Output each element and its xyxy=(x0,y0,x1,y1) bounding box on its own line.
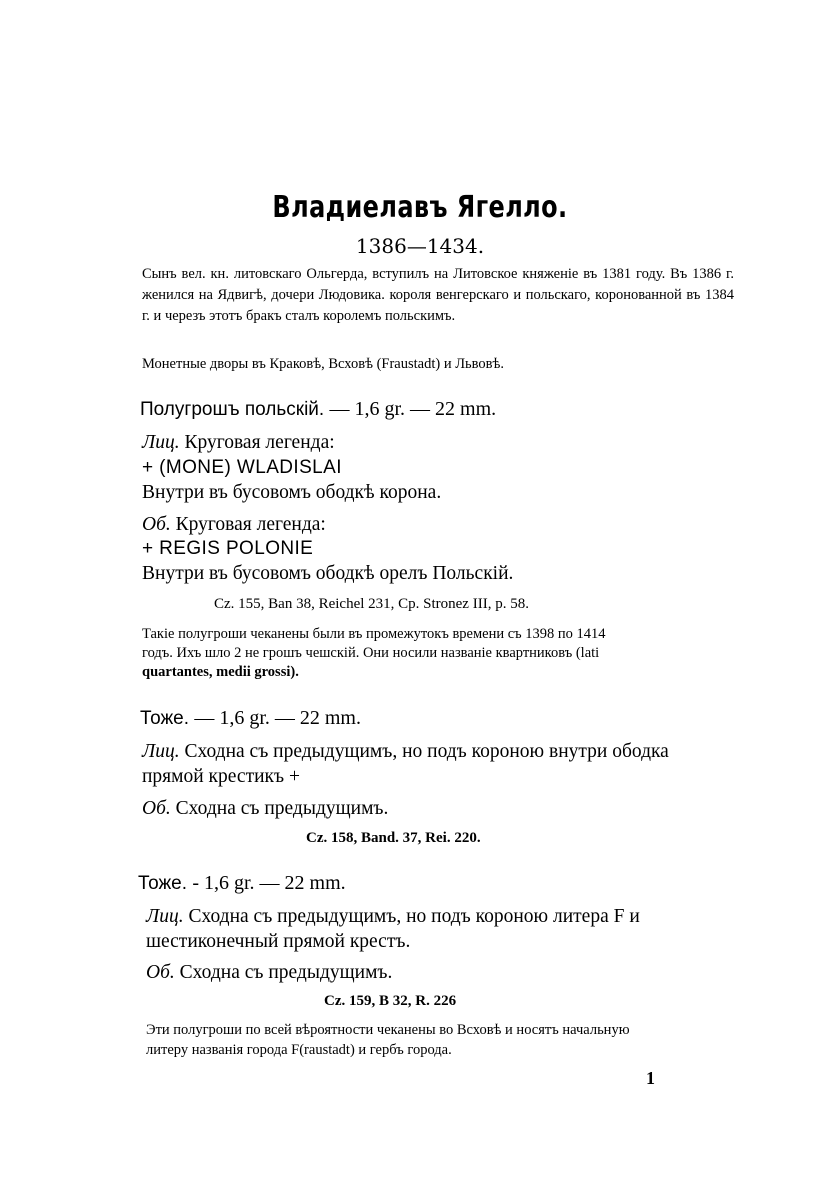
coin2-heading xyxy=(140,707,361,730)
coin2-name: Тоже. xyxy=(140,708,190,729)
coin1-reverse-legend: + REGIS POLONIE xyxy=(142,538,314,559)
coin3-references: Cz. 159, B 32, R. 226 xyxy=(324,993,457,1009)
coin2-reverse xyxy=(142,798,388,820)
coin1-obverse-inner: Внутри въ бусовомъ ободкѣ корона. xyxy=(142,482,442,503)
coin1-reverse-label: Об. xyxy=(142,514,171,535)
coin3-weight: - 1,6 gr. — 22 mm. xyxy=(192,872,346,894)
mints-line: Монетные дворы въ Краковѣ, Всховѣ (Fraustadt) и Львовѣ. xyxy=(142,356,504,372)
coin1-weight: — 1,6 gr. — 22 mm. xyxy=(329,398,497,420)
coin3-obverse-text: Сходна съ предыдущимъ, но подъ короною литера F и xyxy=(188,906,640,927)
coin3-reverse-text: Сходна съ предыдущимъ. xyxy=(179,962,393,983)
coin2-reverse-text: Сходна съ предыдущимъ. xyxy=(175,798,389,819)
coin2-reverse-label: Об. xyxy=(142,798,171,819)
coin1-heading xyxy=(140,398,496,421)
coin1-note-line1: Такіе полугроши чеканены были въ промежутокъ времени съ 1398 по 1414 xyxy=(142,626,606,642)
coin3-note-line1: Эти полугроши по всей вѣроятности чеканены во Всховѣ и носятъ начальную xyxy=(146,1022,630,1038)
coin1-note-line3: quartantes, medii grossi). xyxy=(142,664,299,680)
coin3-obverse-label: Лиц. xyxy=(146,906,184,927)
coin2-obverse-label: Лиц. xyxy=(142,741,180,762)
coin2-obverse xyxy=(142,741,669,763)
coin1-reverse-inner: Внутри въ бусовомъ ободкѣ орелъ Польскій. xyxy=(142,563,514,584)
coin1-obverse xyxy=(142,432,335,454)
reign-years: 1386—1434. xyxy=(355,234,485,258)
coin2-obverse-text: Сходна съ предыдущимъ, но подъ короною внутри ободка xyxy=(184,741,669,762)
coin3-heading xyxy=(138,872,346,895)
coin3-reverse xyxy=(146,962,392,984)
coin1-note-line2: годъ. Ихъ шло 2 не грошъ чешскій. Они носили названіе квартниковъ (lati xyxy=(142,645,600,661)
coin1-obverse-legend: + (MONE) WLADISLAI xyxy=(142,457,342,478)
page-number: 1 xyxy=(646,1068,655,1088)
coin1-reverse xyxy=(142,514,326,536)
coin1-obverse-label: Лиц. xyxy=(142,432,180,453)
coin3-obverse-line2: шестиконечный прямой крестъ. xyxy=(146,931,411,952)
intro-paragraph: Сынъ вел. кн. литовскаго Ольгерда, вступилъ на Литовское княженіе въ 1381 году. Въ 1386 г. женился на Ядвигѣ, дочери Людовика. короля венгерскаго и польскаго, коронованной въ 1384 г. и черезъ этотъ бракъ сталъ королемъ польскимъ. xyxy=(142,266,734,324)
coin1-obverse-text: Круговая легенда: xyxy=(184,432,335,453)
coin3-obverse xyxy=(146,906,640,928)
page-title: Владиелавъ Ягелло. xyxy=(272,190,568,225)
coin3-note-line2: литеру названія города F(raustadt) и гербъ города. xyxy=(146,1042,452,1058)
coin1-name: Полугрошъ польскій. xyxy=(140,399,325,420)
coin2-weight: — 1,6 gr. — 22 mm. xyxy=(194,707,361,729)
coin2-references: Cz. 158, Band. 37, Rei. 220. xyxy=(306,830,481,846)
coin3-name: Тоже. xyxy=(138,873,188,894)
coin1-reverse-text: Круговая легенда: xyxy=(175,514,326,535)
coin3-reverse-label: Об. xyxy=(146,962,175,983)
coin1-references: Cz. 155, Ban 38, Reichel 231, Cp. Stronez III, p. 58. xyxy=(214,596,529,612)
coin2-obverse-line2: прямой крестикъ + xyxy=(142,766,300,787)
